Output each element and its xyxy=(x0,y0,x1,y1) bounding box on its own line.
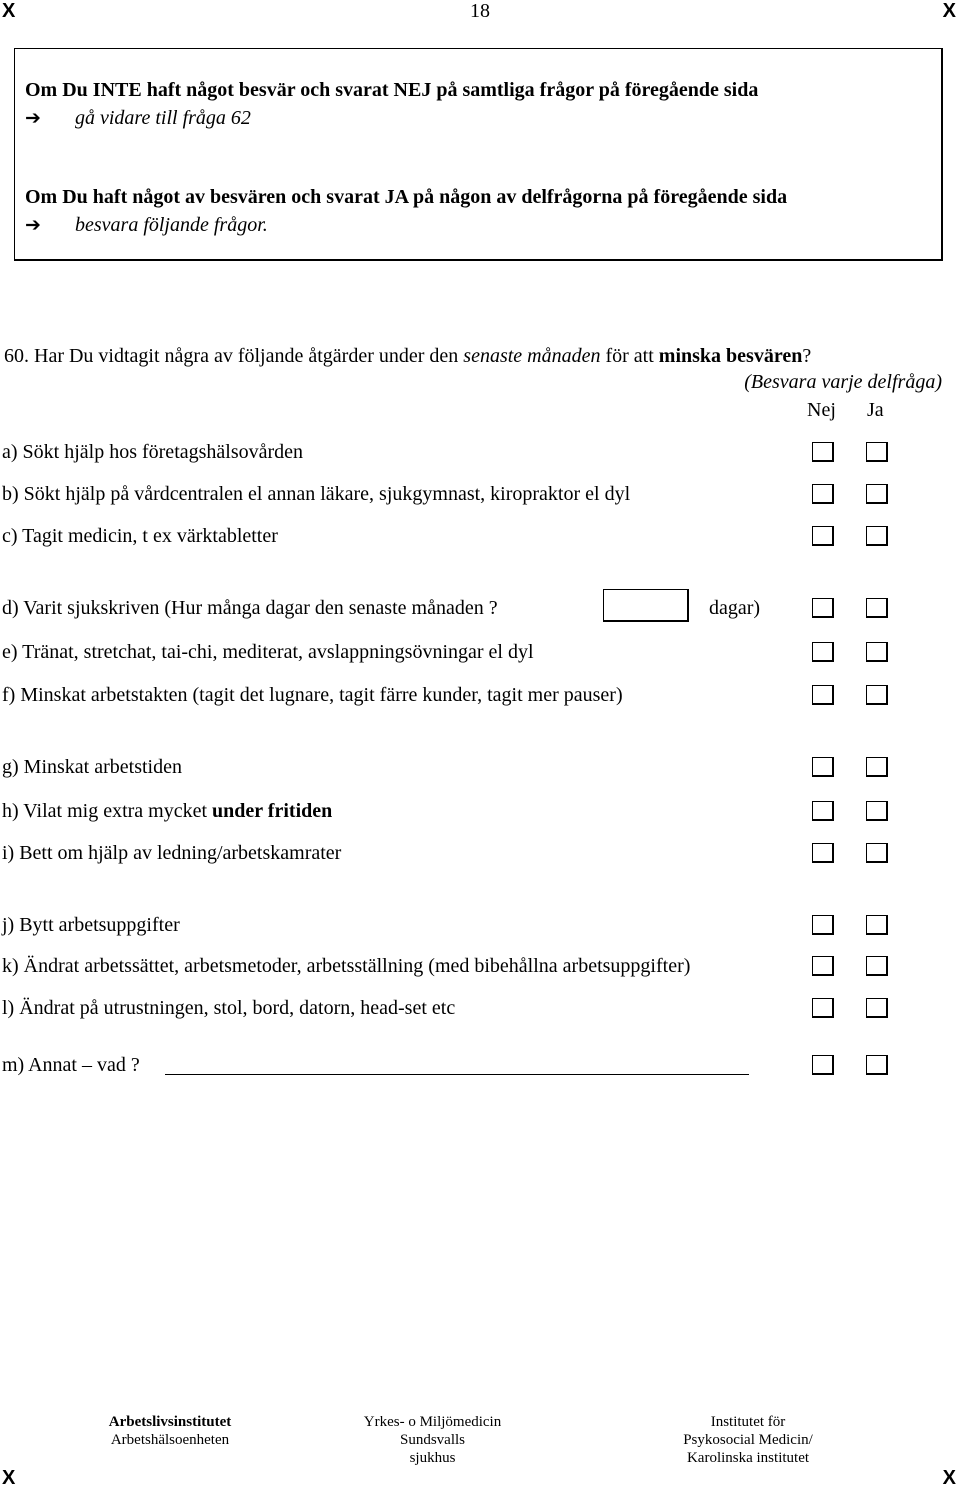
item-b-label: b) Sökt hjälp på vårdcentralen el annan läkare, sjukgymnast, kiropraktor el dyl xyxy=(2,483,631,505)
checkbox-i-yes[interactable] xyxy=(866,843,888,863)
question-text-middle: för att xyxy=(600,345,659,367)
footer-center-line3: sjukhus xyxy=(409,1450,456,1466)
footer-right xyxy=(668,1413,828,1467)
item-a-label: a) Sökt hjälp hos företagshälsovården xyxy=(2,441,304,463)
item-e-label: e) Tränat, stretchat, tai-chi, mediterat, avslappningsövningar el dyl xyxy=(2,641,534,663)
item-i-label: i) Bett om hjälp av ledning/arbetskamrater xyxy=(2,842,342,864)
item-c-label: c) Tagit medicin, t ex värktabletter xyxy=(2,525,278,547)
item-j-label: j) Bytt arbetsuppgifter xyxy=(2,914,180,936)
footer-center-line1: Yrkes- o Miljömedicin xyxy=(363,1414,502,1430)
item-h-label xyxy=(2,799,332,823)
checkbox-b-yes[interactable] xyxy=(866,484,888,504)
checkbox-k-no[interactable] xyxy=(812,956,834,976)
arrow-right-icon: ➔ xyxy=(25,107,41,129)
checkbox-g-yes[interactable] xyxy=(866,757,888,777)
item-g-label: g) Minskat arbetstiden xyxy=(2,756,182,778)
checkbox-j-no[interactable] xyxy=(812,915,834,935)
footer-right-line2: Psykosocial Medicin/ xyxy=(683,1432,813,1448)
checkbox-a-no[interactable] xyxy=(812,442,834,462)
question-text-start: 60. Har Du vidtagit några av följande åtgärder under den xyxy=(4,345,464,367)
footer-right-line3: Karolinska institutet xyxy=(686,1450,810,1466)
checkbox-h-no[interactable] xyxy=(812,801,834,821)
instruction-no: Om Du INTE haft något besvär och svarat NEJ på samtliga frågor på föregående sida xyxy=(25,79,759,101)
checkbox-d-yes[interactable] xyxy=(866,598,888,618)
footer-center xyxy=(350,1413,515,1467)
question-60 xyxy=(4,344,811,368)
footer-right-line1: Institutet för xyxy=(710,1414,786,1430)
column-header-no: Nej xyxy=(807,399,836,421)
instruction-yes-action xyxy=(25,213,268,237)
sick-days-suffix: dagar) xyxy=(709,597,761,619)
checkbox-k-yes[interactable] xyxy=(866,956,888,976)
item-k-label: k) Ändrat arbetssättet, arbetsmetoder, arbetsställning (med bibehållna arbetsuppgifter) xyxy=(2,955,691,977)
instruction-yes: Om Du haft något av besvären och svarat JA på någon av delfrågorna på föregående sida xyxy=(25,186,788,208)
page-number: 18 xyxy=(470,0,490,22)
corner-mark-top-left: X xyxy=(2,0,16,22)
question-hint: (Besvara varje delfråga) xyxy=(744,371,942,393)
item-f-label: f) Minskat arbetstakten (tagit det lugnare, tagit färre kunder, tagit mer pauser) xyxy=(2,684,623,706)
arrow-right-icon: ➔ xyxy=(25,214,41,236)
sick-days-input[interactable] xyxy=(603,589,689,622)
item-h-text: h) Vilat mig extra mycket xyxy=(2,800,213,822)
question-text-italic: senaste månaden xyxy=(463,345,601,367)
corner-mark-top-right: X xyxy=(942,0,956,22)
checkbox-b-no[interactable] xyxy=(812,484,834,504)
checkbox-m-no[interactable] xyxy=(812,1055,834,1075)
instruction-box xyxy=(14,48,943,261)
checkbox-l-no[interactable] xyxy=(812,998,834,1018)
checkbox-i-no[interactable] xyxy=(812,843,834,863)
checkbox-d-no[interactable] xyxy=(812,598,834,618)
checkbox-g-no[interactable] xyxy=(812,757,834,777)
corner-mark-bottom-left: X xyxy=(2,1467,16,1489)
checkbox-l-yes[interactable] xyxy=(866,998,888,1018)
checkbox-j-yes[interactable] xyxy=(866,915,888,935)
checkbox-h-yes[interactable] xyxy=(866,801,888,821)
question-text-bold: minska besvären xyxy=(658,345,803,367)
item-l-label: l) Ändrat på utrustningen, stol, bord, datorn, head-set etc xyxy=(2,997,456,1019)
item-h-bold-text: under fritiden xyxy=(212,800,333,822)
footer-left xyxy=(95,1413,245,1449)
footer-left-title: Arbetslivsinstitutet xyxy=(108,1414,232,1430)
instruction-yes-action-text: besvara följande frågor. xyxy=(75,214,268,236)
checkbox-m-yes[interactable] xyxy=(866,1055,888,1075)
instruction-no-action-text: gå vidare till fråga 62 xyxy=(75,107,251,129)
checkbox-e-no[interactable] xyxy=(812,642,834,662)
item-m-label: m) Annat – vad ? xyxy=(2,1054,140,1076)
item-d-label: d) Varit sjukskriven (Hur många dagar den senaste månaden ? xyxy=(2,597,498,619)
checkbox-f-yes[interactable] xyxy=(866,685,888,705)
checkbox-e-yes[interactable] xyxy=(866,642,888,662)
footer-center-line2: Sundsvalls xyxy=(399,1432,465,1448)
column-header-yes: Ja xyxy=(867,399,884,421)
question-text-end: ? xyxy=(802,345,812,367)
checkbox-c-yes[interactable] xyxy=(866,526,888,546)
checkbox-a-yes[interactable] xyxy=(866,442,888,462)
checkbox-f-no[interactable] xyxy=(812,685,834,705)
other-answer-line[interactable] xyxy=(165,1074,749,1075)
checkbox-c-no[interactable] xyxy=(812,526,834,546)
corner-mark-bottom-right: X xyxy=(942,1467,956,1489)
instruction-no-action xyxy=(25,106,251,130)
footer-left-subtitle: Arbetshälsoenheten xyxy=(110,1432,230,1448)
